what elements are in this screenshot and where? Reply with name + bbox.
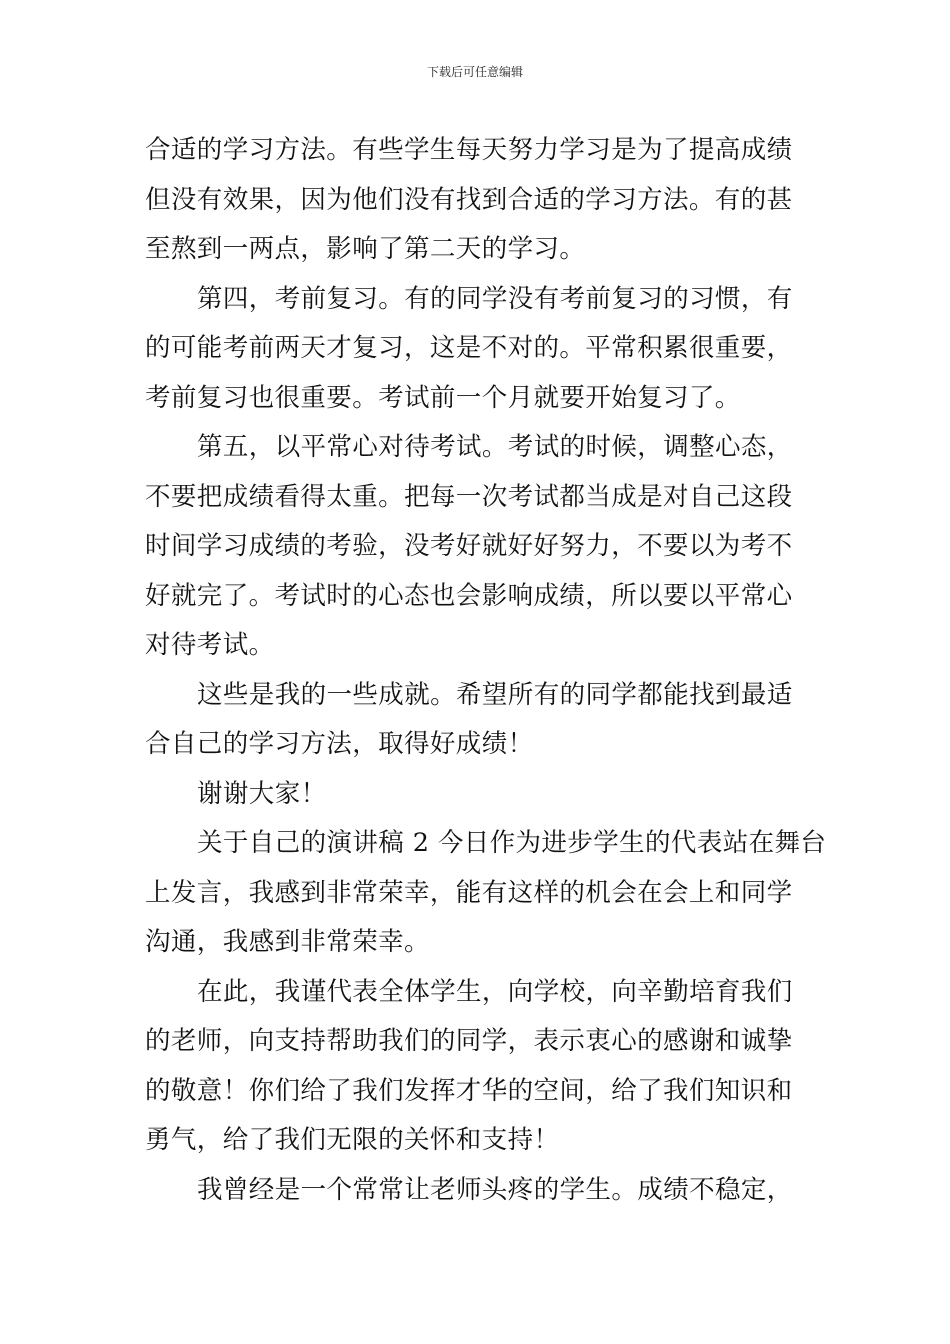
- text-line: 沟通，我感到非常荣幸。: [145, 927, 430, 957]
- paragraph-start-line: 在此，我谨代表全体学生，向学校，向辛勤培育我们: [197, 976, 793, 1007]
- paragraph-start-line: 我曾经是一个常常让老师头疼的学生。成绩不稳定，: [197, 1174, 793, 1205]
- paragraph-start-line: 关于自己的演讲稿 2 今日作为进步学生的代表站在舞台: [197, 828, 827, 858]
- text-line: 合适的学习方法。有些学生每天努力学习是为了提高成绩: [145, 135, 793, 165]
- text-line: 时间学习成绩的考验，没考好就好好努力，不要以为考不: [145, 531, 793, 561]
- text-line: 至熬到一两点，影响了第二天的学习。: [145, 234, 586, 264]
- text-line: 但没有效果，因为他们没有找到合适的学习方法。有的甚: [145, 184, 793, 215]
- text-line: 上发言，我感到非常荣幸，能有这样的机会在会上和同学: [145, 877, 793, 908]
- text-line: 考前复习也很重要。考试前一个月就要开始复习了。: [145, 382, 741, 413]
- page-header: 下载后可任意编辑: [426, 65, 523, 79]
- text-line: 的敬意！你们给了我们发挥才华的空间，给了我们知识和: [145, 1075, 793, 1106]
- text-line: 勇气，给了我们无限的关怀和支持！: [145, 1125, 560, 1155]
- text-line: 的可能考前两天才复习，这是不对的。平常积累很重要，: [145, 333, 793, 363]
- text-line: 对待考试。: [145, 630, 275, 660]
- paragraph-start-line: 谢谢大家！: [197, 778, 327, 809]
- paragraph-start-line: 这些是我的一些成就。希望所有的同学都能找到最适: [197, 679, 793, 710]
- document-body: [145, 126, 827, 1215]
- text-line: 的老师，向支持帮助我们的同学，表示衷心的感谢和诚挚: [145, 1026, 793, 1056]
- text-line: 不要把成绩看得太重。把每一次考试都当成是对自己这段: [145, 481, 793, 512]
- paragraph-start-line: 第五，以平常心对待考试。考试的时候，调整心态，: [197, 432, 793, 462]
- text-line: 好就完了。考试时的心态也会影响成绩，所以要以平常心: [145, 580, 793, 611]
- text-line: 合自己的学习方法，取得好成绩！: [145, 729, 534, 759]
- paragraph-start-line: 第四，考前复习。有的同学没有考前复习的习惯，有: [197, 283, 793, 314]
